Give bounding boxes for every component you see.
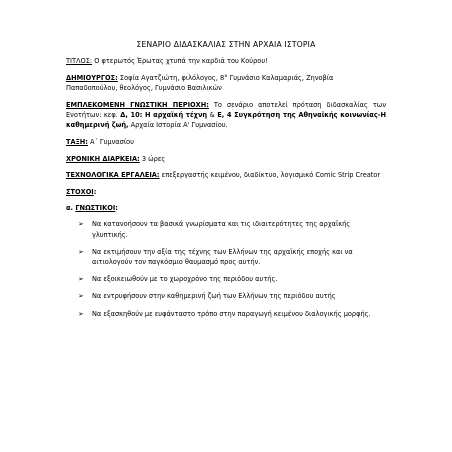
class-label: ΤΑΞΗ:: [66, 137, 88, 146]
duration-value: 3 ώρες: [139, 154, 166, 163]
tools-line: [66, 170, 386, 180]
tools-label: ΤΕΧΝΟΛΟΓΙΚΑ ΕΡΓΑΛΕΙΑ:: [66, 171, 160, 180]
class-line: [66, 137, 386, 147]
authors-label: ΔΗΜΙΟΥΡΓΟΣ:: [66, 73, 118, 82]
objectives-list: [66, 219, 386, 318]
cognitive-prefix: α.: [66, 204, 76, 213]
subject-line: [66, 56, 386, 66]
objective-text: Να εξοικειωθούν με το χωροχρόνο της περιόδου αυτής.: [92, 275, 278, 284]
subject-area-label: ΕΜΠΛΕΚΟΜΕΝΗ ΓΝΩΣΤΙΚΗ ΠΕΡΙΟΧΗ:: [66, 100, 209, 109]
goals-label: ΣΤΟΧΟΙ: [66, 188, 94, 197]
tools-value: επεξεργαστής κειμένου, διαδίκτυο, λογισμικό Comic Strip Creator: [159, 171, 381, 180]
goals-colon: :: [93, 188, 97, 197]
objective-text: Να εντρυφήσουν στην καθημερινή ζωή των Ελλήνων της περιόδου αυτής: [92, 292, 336, 301]
subject-area-unit-2: Ε, 4 Συγκρότηση της Αθηναϊκής κοινωνίας-Η καθημερινή ζωή,: [66, 111, 386, 130]
objective-item: [66, 219, 386, 239]
authors-value: Σοφία Αγατζιώτη, φιλόλογος, 8° Γυμνάσιο Καλαμαριάς, Ζηνοβία Παπαδοπούλου, θεολόγος, Γυμνάσιο Βασιλικών: [66, 73, 334, 93]
objective-item: [66, 274, 386, 284]
subject-value: Ο φτερωτός Έρωτας χτυπά την καρδιά του Κούρου!: [92, 57, 268, 66]
subject-area-paragraph: [66, 100, 386, 131]
subject-area-text-1: Το σενάριο αποτελεί πρόταση διδασκαλίας των Ενοτήτων: κεφ.: [66, 100, 386, 120]
cognitive-heading: [66, 203, 386, 213]
duration-line: [66, 154, 386, 164]
arrow-bullet-icon: ➢: [78, 292, 84, 301]
goals-heading: [66, 187, 386, 197]
document-page: [66, 40, 386, 326]
cognitive-label: ΓΝΩΣΤΙΚΟΙ: [75, 204, 116, 213]
subject-area-unit-1: Δ, 10: Η αρχαϊκή τέχνη: [120, 111, 208, 120]
arrow-bullet-icon: ➢: [78, 247, 84, 256]
objective-text: Να κατανοήσουν τα βασικά γνωρίσματα και τις ιδιαιτερότητες της αρχαϊκής γλυπτικής.: [92, 220, 351, 239]
arrow-bullet-icon: ➢: [78, 275, 84, 284]
class-value: Α΄ Γυμνασίου: [87, 137, 134, 146]
cognitive-colon: :: [115, 204, 118, 213]
arrow-bullet-icon: ➢: [78, 309, 84, 318]
subject-area-text-2: &: [207, 111, 218, 120]
objective-item: [66, 309, 386, 319]
objective-item: [66, 291, 386, 301]
document-title: ΣΕΝΑΡΙΟ ΔΙΔΑΣΚΑΛΙΑΣ ΣΤΗΝ ΑΡΧΑΙΑ ΙΣΤΟΡΙΑ: [136, 40, 316, 49]
subject-label: ΤΙΤΛΟΣ:: [66, 57, 93, 66]
objective-item: [66, 247, 386, 267]
objective-text: Να εξασκηθούν με ευφάνταστο τρόπο στην παραγωγή κειμένου διαλογικής μορφής.: [92, 309, 371, 318]
objective-text: Να εκτιμήσουν την αξία της τέχνης των Ελλήνων της αρχαϊκής εποχής και να αιτιολογούν τον παγκόσμιο θαυμασμό προς αυτήν.: [92, 247, 353, 267]
authors-line: [66, 73, 386, 93]
duration-label: ΧΡΟΝΙΚΗ ΔΙΑΡΚΕΙΑ:: [66, 154, 140, 163]
subject-area-text-3: Αρχαία Ιστορία Α' Γυμνασίου.: [128, 121, 228, 130]
arrow-bullet-icon: ➢: [78, 220, 84, 229]
